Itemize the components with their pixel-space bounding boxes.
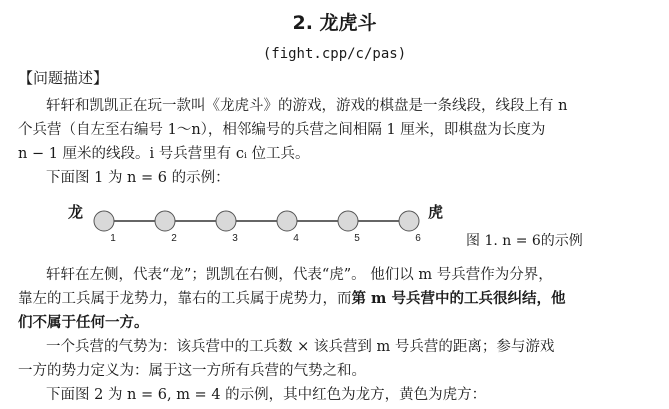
camp-node-1 <box>94 211 114 231</box>
file-names: (fight.cpp/c/pas) <box>262 46 407 62</box>
camp-node-5 <box>338 211 358 231</box>
camp-number-2: 2 <box>171 233 177 244</box>
paragraph-1-line-3: n − 1 厘米的线段。i 号兵营里有 cᵢ 位工兵。 <box>18 146 310 162</box>
paragraph-1-line-2: 个兵营（自左至右编号 1～n），相邻编号的兵营之间相隔 1 厘米，即棋盘为长度为 <box>18 122 546 138</box>
paragraph-2: 下面图 1 为 n = 6 的示例： <box>46 170 230 186</box>
paragraph-5: 下面图 2 为 n = 6, m = 4 的示例，其中红色为龙方，黄色为虎方： <box>46 387 487 403</box>
paragraph-3-line-3: 们不属于任何一方。 <box>18 314 149 331</box>
problem-title: 2. 龙虎斗 <box>292 12 377 34</box>
paragraph-3-line-2-normal: 靠左的工兵属于龙势力，靠右的工兵属于虎势力，而 <box>18 291 352 307</box>
paragraph-1-line-1: 轩轩和凯凯正在玩一款叫《龙虎斗》的游戏，游戏的棋盘是一条线段，线段上有 n <box>46 98 568 114</box>
camp-number-3: 3 <box>232 233 238 244</box>
camp-number-5: 5 <box>354 233 360 244</box>
paragraph-4-line-2: 一方的势力定义为：属于这一方所有兵营的气势之和。 <box>18 363 366 379</box>
paragraph-3-line-2-bold: 第 m 号兵营中的工兵很纠结，他 <box>351 290 566 307</box>
camp-node-6 <box>399 211 419 231</box>
dragon-label: 龙 <box>68 203 84 221</box>
camp-node-3 <box>216 211 236 231</box>
paragraph-4-line-1: 一个兵营的气势为：该兵营中的工兵数 × 该兵营到 m 号兵营的距离；参与游戏 <box>46 339 555 355</box>
camp-number-1: 1 <box>110 233 116 244</box>
camp-number-4: 4 <box>293 233 299 244</box>
camp-node-2 <box>155 211 175 231</box>
figure-1-caption: 图 1. n = 6的示例 <box>466 233 583 249</box>
paragraph-3-line-1: 轩轩在左侧，代表“龙”；凯凯在右侧，代表“虎”。 他们以 m 号兵营作为分界， <box>46 267 553 283</box>
paragraph-3-line-2 <box>18 287 565 308</box>
camp-number-6: 6 <box>415 233 421 244</box>
section-heading: 【问题描述】 <box>18 69 109 87</box>
camp-node-4 <box>277 211 297 231</box>
tiger-label: 虎 <box>428 203 444 221</box>
